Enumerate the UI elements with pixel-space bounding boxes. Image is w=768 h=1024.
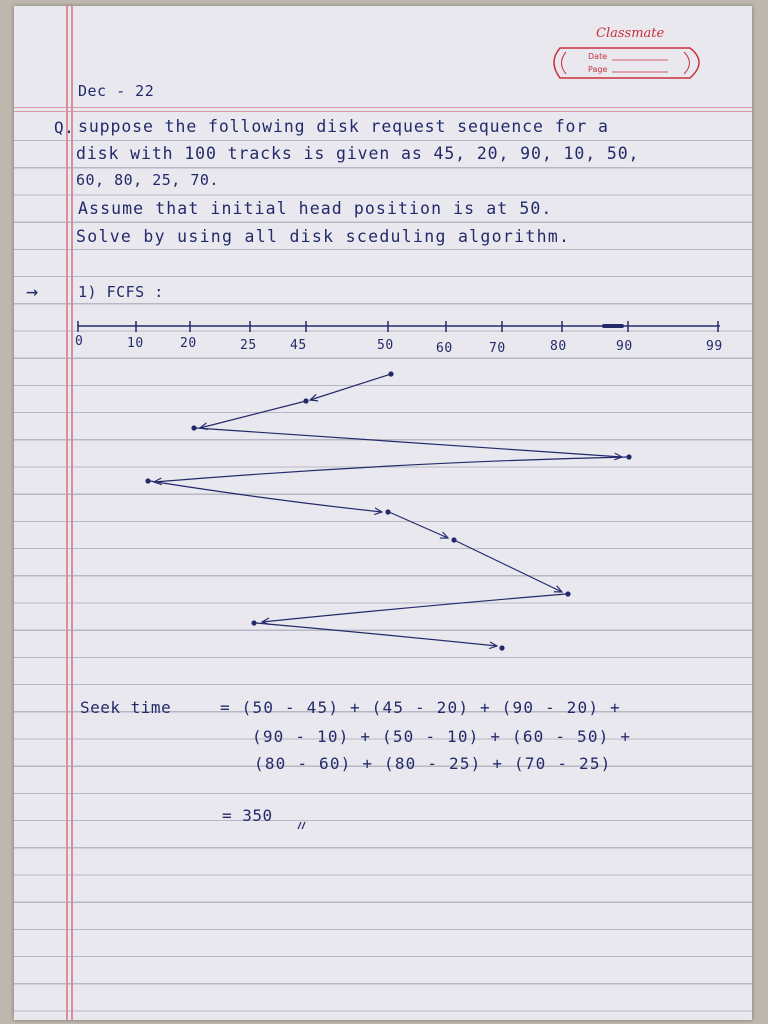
- page-label: Page: [588, 65, 608, 74]
- question-line-4: Assume that initial head position is at 50.: [78, 199, 553, 218]
- question-line-5: Solve by using all disk sceduling algorithm.: [76, 227, 571, 246]
- seek-time-line-3: (80 - 60) + (80 - 25) + (70 - 25): [254, 754, 612, 773]
- axis-tick-90: 90: [616, 339, 633, 354]
- fcfs-points: [145, 371, 631, 650]
- axis-tick-80: 80: [550, 339, 567, 354]
- axis-tick-70: 70: [489, 341, 506, 356]
- question-line-3: 60, 80, 25, 70.: [76, 171, 219, 189]
- brand-name: Classmate: [596, 26, 665, 41]
- axis-tick-10: 10: [127, 336, 144, 351]
- axis-tick-45: 45: [290, 338, 307, 353]
- question-marker: Q.: [54, 118, 75, 137]
- question-line-2: disk with 100 tracks is given as 45, 20, 90, 10, 50,: [76, 144, 640, 163]
- axis-tick-0: 0: [75, 334, 84, 349]
- axis-line: [78, 321, 720, 332]
- seek-time-label: Seek time: [80, 698, 172, 717]
- section-arrow-icon: →: [26, 279, 39, 303]
- seek-time-result: = 350: [222, 806, 273, 825]
- axis-tick-99: 99: [706, 339, 723, 354]
- axis-tick-25: 25: [240, 338, 257, 353]
- section-title: 1) FCFS :: [78, 283, 164, 301]
- seek-time-result-mark: [294, 818, 307, 829]
- seek-time-line-2: (90 - 10) + (50 - 10) + (60 - 50) +: [252, 727, 632, 746]
- axis-tick-50: 50: [377, 338, 394, 353]
- axis-tick-20: 20: [180, 336, 197, 351]
- date-label: Date: [588, 52, 608, 61]
- question-line-1: suppose the following disk request sequence for a: [78, 117, 609, 136]
- axis-tick-60: 60: [436, 341, 453, 356]
- seek-time-line-1: = (50 - 45) + (45 - 20) + (90 - 20) +: [220, 698, 621, 717]
- date-written: Dec - 22: [78, 82, 155, 100]
